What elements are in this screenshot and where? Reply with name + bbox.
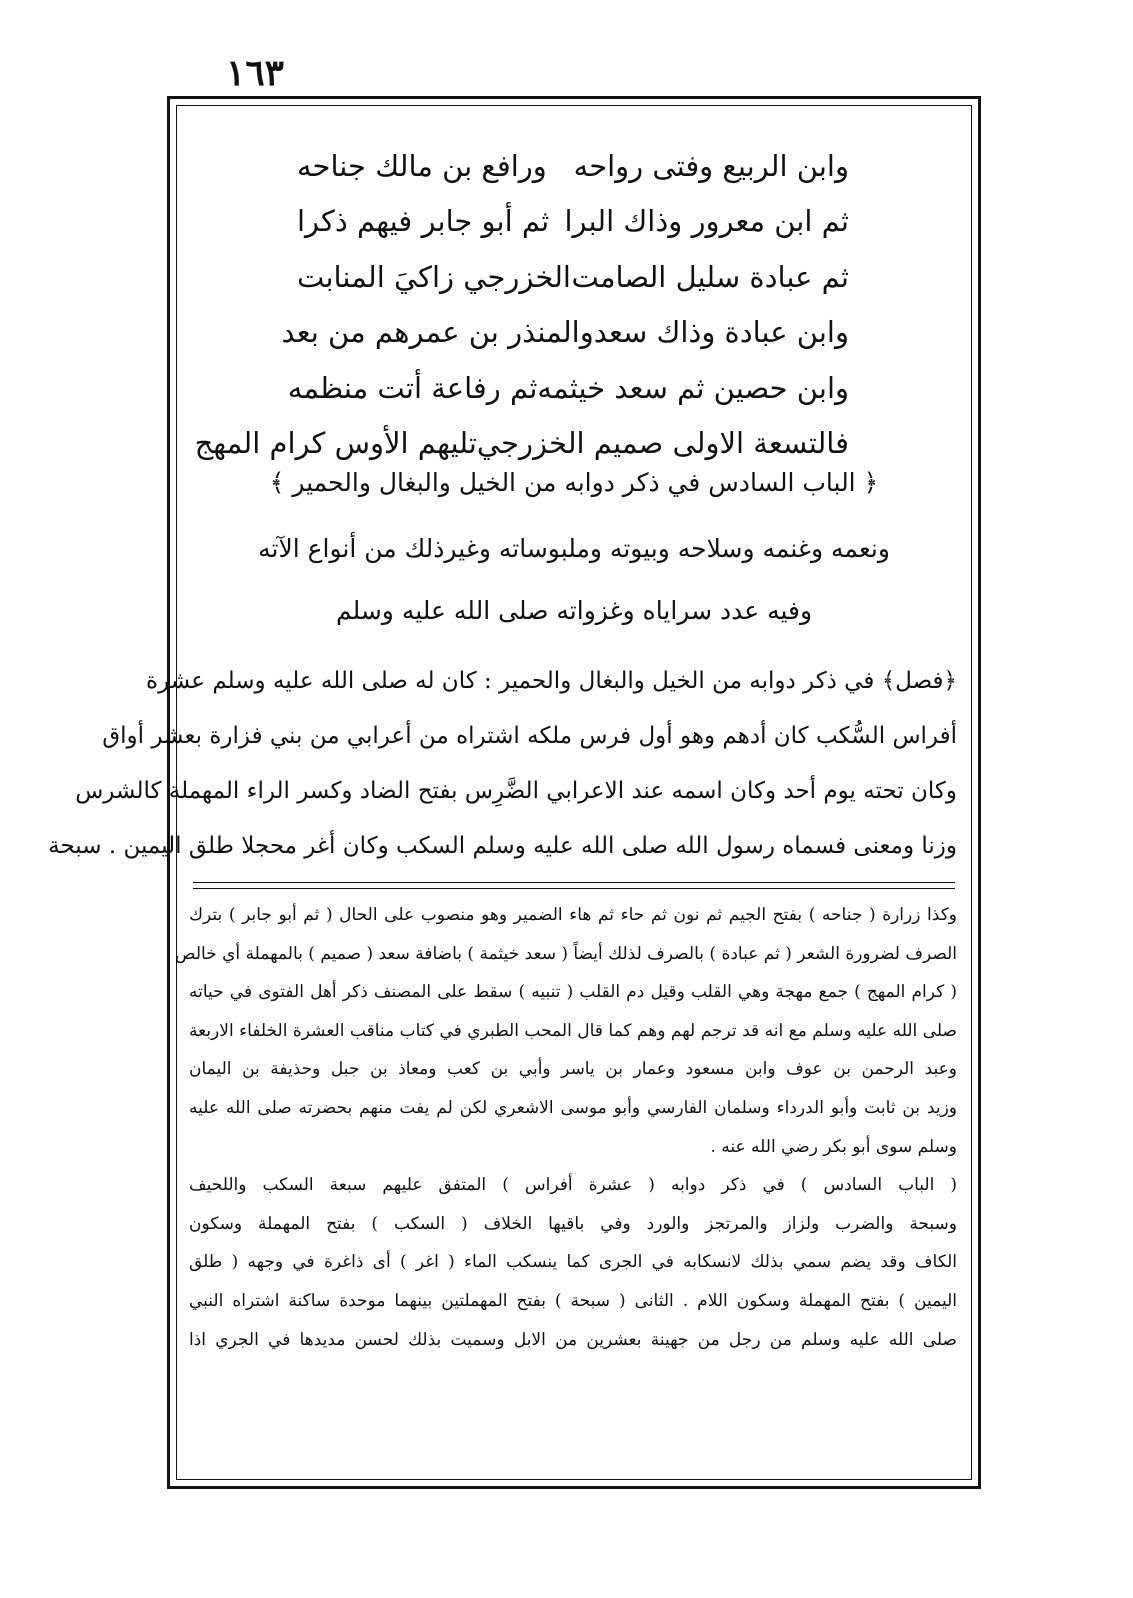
footnote-line: الصرف لضرورة الشعر ( ثم عبادة ) بالصرف لذلك أيضاً ( سعد خيثمة ) باضافة سعد ( صميم ) بالمهملة أي خالص bbox=[175, 943, 957, 964]
footnote-line: صلى الله عليه وسلم مع انه قد ترجم لهم وهم كما قال المحب الطبري في كتاب مناقب العشرة الخلفاء الاربعة bbox=[189, 1020, 957, 1041]
poem-verse bbox=[297, 249, 849, 305]
verse-first-hemistich: ثم عبادة سليل الصامت bbox=[571, 259, 849, 294]
footnote-line: اليمين ) بفتح المهملة وسكون اللام . الثانى ( سبحة ) بفتح المهملتين بينهما موحدة ساكنة اشتراه النبي bbox=[189, 1290, 957, 1311]
poem-verse bbox=[281, 305, 849, 361]
main-text-line: وكان تحته يوم أحد وكان اسمه عند الاعرابي الضَّرِس بفتح الضاد وكسر الراء المهملة كالشرس bbox=[75, 778, 957, 804]
page-frame-inner bbox=[48, 105, 972, 1480]
verse-first-hemistich: وابن حصين ثم سعد خيثمه bbox=[537, 370, 849, 405]
footnote-line: وكذا زرارة ( جناحه ) بفتح الجيم ثم نون ثم حاء ثم هاء الضمير وهو منصوب على الحال ( ثم أبو جابر ) بترك bbox=[189, 905, 957, 925]
footnote-line: وعبد الرحمن بن عوف وابن مسعود وعمار بن ياسر وأبي بن كعب ومعاذ بن جبل وحذيفة بن اليمان bbox=[189, 1059, 957, 1080]
chapter-heading-subtitle: ونعمه وغنمه وسلاحه وبيوته وملبوساته وغيرذلك من أنواع الآته bbox=[258, 534, 890, 563]
poem-verse bbox=[297, 138, 849, 194]
verse-first-hemistich: فالتسعة الاولى صميم الخزرجي bbox=[476, 426, 849, 461]
poem-verse bbox=[287, 360, 849, 416]
verse-second-hemistich: ورافع بن مالك جناحه bbox=[297, 148, 547, 183]
poem bbox=[194, 138, 849, 471]
page-frame bbox=[48, 96, 981, 1489]
main-text-line: وزنا ومعنى فسماه رسول الله صلى الله عليه وسلم السكب وكان أغر محجلا طلق اليمين . سبحة bbox=[48, 833, 957, 859]
footnotes bbox=[175, 896, 957, 1359]
chapter-heading-subtitle-2: وفيه عدد سراياه وغزواته صلى الله عليه وسلم bbox=[335, 596, 813, 625]
footnote-line: صلى الله عليه وسلم من رجل من جهينة بعشرين من الابل وسميت بذلك لحسن مديدها في الجري اذا bbox=[189, 1329, 957, 1350]
verse-first-hemistich: وابن الربيع وفتى رواحه bbox=[573, 148, 849, 183]
poem-verse bbox=[297, 194, 849, 250]
verse-second-hemistich: ثم أبو جابر فيهم ذكرا bbox=[297, 204, 550, 239]
footnote-line: وزيد بن ثابت وأبو الدرداء وسلمان الفارسي وأبو موسى الاشعري لكن لم يفت منهم بحضرته صلى الله عليه bbox=[189, 1097, 957, 1118]
verse-second-hemistich: الخزرجي زاكيَ المنابت bbox=[297, 259, 571, 294]
footnote-divider bbox=[193, 882, 955, 889]
verse-first-hemistich: ثم ابن معرور وذاك البرا bbox=[564, 204, 849, 239]
poem-verse bbox=[194, 416, 849, 472]
footnote-line: وسبحة والضرب ولزاز والمرتجز والورد وفي باقيها الخلاف ( السكب ) بفتح المهملة وسكون bbox=[189, 1213, 957, 1234]
page-number: ١٦٣ bbox=[226, 52, 285, 94]
chapter-heading-title: ﴿ الباب السادس في ذكر دوابه من الخيل والبغال والحمير ﴾ bbox=[269, 468, 879, 497]
main-text-line: ﴿فصل﴾ في ذكر دوابه من الخيل والبغال والحمير : كان له صلى الله عليه وسلم عشرة bbox=[146, 668, 957, 694]
footnote-line: الكاف وقد يضم سمي بذلك لانسكابه في الجرى كما ينسكب الماء ( اغر ) أى ذاغرة في وجهه ( طلق bbox=[189, 1252, 957, 1273]
verse-first-hemistich: وابن عبادة وذاك سعد bbox=[593, 315, 849, 350]
verse-second-hemistich: تليهم الأوس كرام المهج bbox=[194, 426, 477, 461]
main-text-line: أفراس السُّكب كان أدهم وهو أول فرس ملكه اشتراه من أعرابي من بني فزارة بعشر أواق bbox=[102, 723, 957, 749]
footnote-line: وسلم سوى أبو بكر رضي الله عنه . bbox=[710, 1136, 957, 1157]
main-text bbox=[48, 654, 957, 874]
footnote-line: ( كرام المهج ) جمع مهجة وهي القلب وقيل دم القلب ( تنبيه ) سقط على المصنف ذكر أهل الفتوى في حياته bbox=[189, 982, 957, 1003]
verse-second-hemistich: ثم رفاعة أتت منظمه bbox=[287, 370, 538, 405]
verse-second-hemistich: والمنذر بن عمرهم من بعد bbox=[281, 315, 594, 350]
footnote-line: ( الباب السادس ) في ذكر دوابه ( عشرة أفراس ) المتفق عليهم سبعة السكب واللحيف bbox=[189, 1175, 957, 1196]
